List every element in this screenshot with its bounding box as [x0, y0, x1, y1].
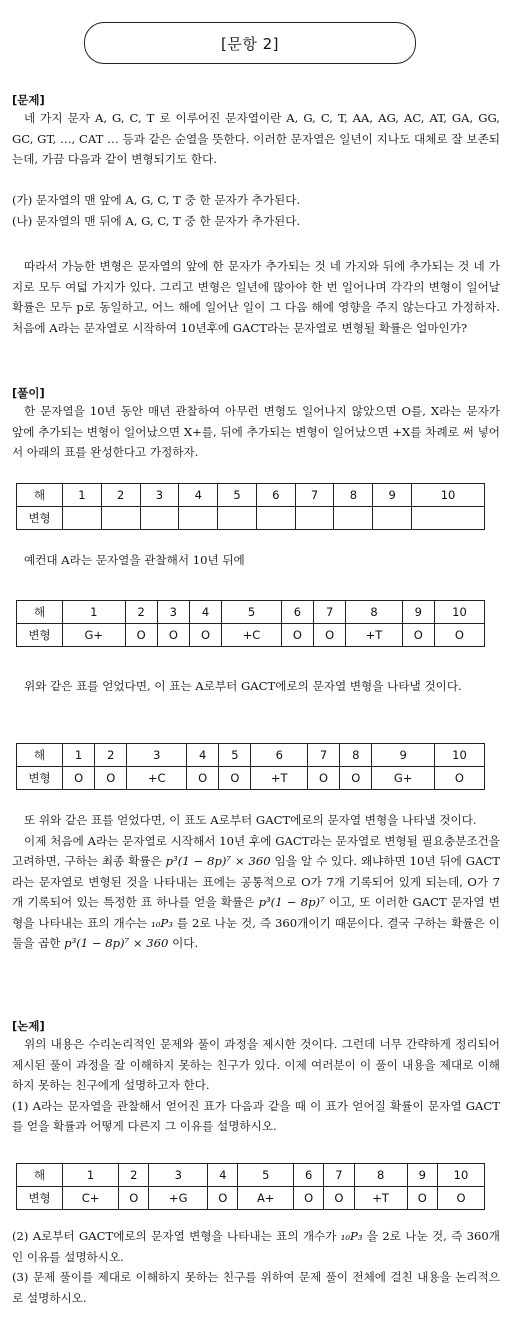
- discussion-heading: [논제]: [12, 1019, 45, 1033]
- change-cell: O: [208, 1187, 238, 1210]
- discussion-block: [12, 1034, 500, 1137]
- change-cell: [373, 507, 412, 530]
- conclusion-part-1: 이제 처음에 A라는 문자열로 시작해서 10년 후에 GACT라는 문자열로 변형될 필요충분조건을 고려하면, 구하는 최종 확률은: [12, 833, 500, 868]
- change-cell: G+: [63, 624, 126, 647]
- change-cell: [63, 507, 102, 530]
- year-cell: 3: [157, 601, 189, 624]
- conclusion-part-3: 이고, 또 이러한 GACT 문자열 변형을 나타내는 표의 개수는: [12, 895, 500, 930]
- problem-body: 따라서 가능한 변형은 문자열의 앞에 한 문자가 추가되는 것 네 가지와 뒤에 추가되는 것 네 가지로 모두 여덟 가지가 있다. 그리고 변형은 일년에 많아야 한 번 일어나며 각각의 변형이 일어날 확률은 모두 p로 동일하고, 어느 해에 일어난 일이 그 다음 해에 영향을 주지 않는다고 가정하자. 처음에 A라는 문자열로 시작하여 10년후에 GACT라는 문자열로 변형될 확률은 얼마인가?: [12, 259, 500, 335]
- change-cell: O: [340, 767, 372, 790]
- change-cell: [334, 507, 373, 530]
- year-cell: 4: [179, 484, 218, 507]
- change-cell: +C: [222, 624, 282, 647]
- example-table-1: [16, 600, 485, 647]
- rule-a: (가) 문자열의 맨 앞에 A, G, C, T 중 한 문자가 추가된다.: [12, 193, 301, 207]
- problem-body-block: [12, 256, 500, 338]
- change-cell: O: [434, 624, 484, 647]
- change-cell: O: [314, 624, 346, 647]
- year-cell: 5: [219, 744, 251, 767]
- table-row-changes: [17, 767, 485, 790]
- year-cell: 10: [437, 1164, 484, 1187]
- year-cell: 1: [63, 601, 126, 624]
- change-cell: [101, 507, 140, 530]
- year-cell: 3: [140, 484, 179, 507]
- year-cell: 1: [63, 484, 102, 507]
- year-cell: 6: [281, 601, 313, 624]
- change-cell: O: [294, 1187, 324, 1210]
- change-cell: O: [95, 767, 127, 790]
- change-cell: C+: [63, 1187, 119, 1210]
- table-row-changes: [17, 1187, 485, 1210]
- conclusion-part-4: 를 2로 나눈 것, 즉 360개이기 때문이다. 결국 구하는 확률은 이 둘을 곱한: [12, 915, 500, 950]
- year-cell: 3: [127, 744, 187, 767]
- rule-b: (나) 문자열의 맨 뒤에 A, G, C, T 중 한 문자가 추가된다.: [12, 213, 301, 228]
- change-cell: G+: [372, 767, 435, 790]
- year-cell: 5: [222, 601, 282, 624]
- discussion-intro: 위의 내용은 수리논리적인 문제와 풀이 과정을 제시한 것이다. 그런데 너무 간략하게 정리되어 제시된 풀이 과정을 잘 이해하지 못하는 친구가 있다. 이제 여러분이 이 풀이 내용을 제대로 이해하지 못하는 친구에게 설명하고자 한다.: [12, 1037, 500, 1092]
- year-cell: 6: [256, 484, 295, 507]
- problem-intro: 네 가지 문자 A, G, C, T 로 이루어진 문자열이란 A, G, C, T, AA, AG, AC, AT, GA, GG, GC, GT, …, CAT … 등과 같은 순열을 뜻한다. 이러한 문자열은 일년이 지나도 대체로 잘 보존되는데, 가끔 다음과 같이 변형되기도 한다.: [12, 111, 500, 166]
- change-cell: +G: [149, 1187, 208, 1210]
- question-2: [12, 1226, 500, 1267]
- year-header: 해: [17, 1164, 63, 1187]
- solution-intro-block: [12, 401, 500, 463]
- table-row-years: [17, 1164, 485, 1187]
- solution-heading: [풀이]: [12, 386, 45, 400]
- year-cell: 7: [314, 601, 346, 624]
- formula-final: p³(1 − 8p)⁷ × 360: [165, 854, 271, 868]
- conclusion-part-2: 임을 알 수 있다. 왜냐하면 10년 뒤에 GACT라는 문자열로 변형된 것을 나타내는 표에는 공통적으로 O가 7개 기록되어 있게 되는데, O가 7개 기록되어 있는 특정한 표 하나를 얻을 확률은: [12, 854, 500, 909]
- change-cell: [412, 507, 485, 530]
- year-cell: 4: [189, 601, 221, 624]
- change-cell: +T: [346, 624, 403, 647]
- conclusion-block: [12, 810, 500, 954]
- change-cell: O: [157, 624, 189, 647]
- question-2-part-b: 을 2로 나눈 것, 즉 360개인 이유를 설명하시오.: [12, 1229, 501, 1264]
- formula-single: p³(1 − 8p)⁷: [258, 895, 325, 909]
- year-cell: 1: [63, 1164, 119, 1187]
- after-table2: 위와 같은 표를 얻었다면, 이 표는 A로부터 GACT에로의 문자열 변형을 나타낼 것이다.: [24, 679, 462, 693]
- after-table2-block: [12, 676, 500, 697]
- change-cell: O: [219, 767, 251, 790]
- year-cell: 2: [95, 744, 127, 767]
- example-intro: 예컨대 A라는 문자열을 관찰해서 10년 뒤에: [24, 553, 245, 567]
- change-header: 변형: [17, 507, 63, 530]
- change-cell: O: [307, 767, 339, 790]
- change-cell: +T: [354, 1187, 407, 1210]
- year-cell: 10: [434, 601, 484, 624]
- question-3: (3) 문제 풀이를 제대로 이해하지 못하는 친구를 위하여 문제 풀이 전체에 걸친 내용을 논리적으로 설명하시오.: [12, 1270, 500, 1305]
- year-cell: 9: [402, 601, 434, 624]
- problem-section: [12, 108, 500, 170]
- year-cell: 7: [324, 1164, 354, 1187]
- year-cell: 2: [119, 1164, 149, 1187]
- year-cell: 8: [346, 601, 403, 624]
- formula-final: p³(1 − 8p)⁷ × 360: [64, 936, 169, 950]
- change-cell: [179, 507, 218, 530]
- question-2-part-a: (2) A로부터 GACT에로의 문자열 변형을 나타내는 표의 개수가: [12, 1229, 337, 1243]
- change-cell: O: [437, 1187, 484, 1210]
- table-row-years: [17, 744, 485, 767]
- table-row-years: [17, 601, 485, 624]
- change-cell: O: [402, 624, 434, 647]
- year-header: 해: [17, 484, 63, 507]
- year-cell: 2: [125, 601, 157, 624]
- solution-intro: 한 문자열을 10년 동안 매년 관찰하여 아무런 변형도 일어나지 않았으면 O를, X라는 문자가 앞에 추가되는 변형이 일어났으면 X+를, 뒤에 추가되는 변형이 일어났으면 +X를 차례로 써 넣어서 아래의 표를 완성한다고 가정하자.: [12, 404, 500, 459]
- year-cell: 8: [354, 1164, 407, 1187]
- year-cell: 8: [340, 744, 372, 767]
- example-intro-block: [12, 550, 500, 571]
- change-cell: O: [434, 767, 484, 790]
- change-cell: O: [281, 624, 313, 647]
- year-cell: 5: [218, 484, 257, 507]
- example-table-2: [16, 743, 485, 790]
- change-cell: O: [125, 624, 157, 647]
- change-cell: +C: [127, 767, 187, 790]
- year-cell: 2: [101, 484, 140, 507]
- year-cell: 5: [238, 1164, 294, 1187]
- change-cell: +T: [251, 767, 308, 790]
- year-cell: 9: [407, 1164, 437, 1187]
- problem-heading: [문제]: [12, 93, 45, 107]
- conclusion: [12, 831, 500, 954]
- year-cell: 6: [294, 1164, 324, 1187]
- year-cell: 4: [187, 744, 219, 767]
- change-cell: O: [189, 624, 221, 647]
- year-cell: 1: [63, 744, 95, 767]
- table-row-changes: [17, 624, 485, 647]
- conclusion-part-5: 이다.: [172, 936, 199, 950]
- year-cell: 7: [295, 484, 334, 507]
- problem-rules: [12, 190, 500, 231]
- blank-table: [16, 483, 485, 530]
- change-header: 변형: [17, 1187, 63, 1210]
- formula-perm: ₁₀P₃: [340, 1229, 363, 1243]
- change-cell: A+: [238, 1187, 294, 1210]
- question-table: [16, 1163, 485, 1210]
- year-cell: 6: [251, 744, 308, 767]
- question-1: (1) A라는 문자열을 관찰해서 얻어진 표가 다음과 같을 때 이 표가 얻어질 확률이 문자열 GACT를 얻을 확률과 어떻게 다른지 그 이유를 설명하시오.: [12, 1098, 500, 1133]
- year-header: 해: [17, 744, 63, 767]
- change-header: 변형: [17, 624, 63, 647]
- change-cell: [295, 507, 334, 530]
- change-cell: [256, 507, 295, 530]
- year-cell: 3: [149, 1164, 208, 1187]
- year-cell: 9: [373, 484, 412, 507]
- questions-block: [12, 1226, 500, 1308]
- change-header: 변형: [17, 767, 63, 790]
- change-cell: O: [63, 767, 95, 790]
- change-cell: O: [324, 1187, 354, 1210]
- year-cell: 8: [334, 484, 373, 507]
- year-cell: 10: [412, 484, 485, 507]
- table-row-changes: [17, 507, 485, 530]
- year-cell: 10: [434, 744, 484, 767]
- after-table3: 또 위와 같은 표를 얻었다면, 이 표도 A로부터 GACT에로의 문자열 변형을 나타낼 것이다.: [24, 813, 477, 827]
- formula-perm: ₁₀P₃: [151, 915, 173, 930]
- year-cell: 4: [208, 1164, 238, 1187]
- year-cell: 7: [307, 744, 339, 767]
- year-header: 해: [17, 601, 63, 624]
- year-cell: 9: [372, 744, 435, 767]
- change-cell: O: [119, 1187, 149, 1210]
- table-row-years: [17, 484, 485, 507]
- change-cell: O: [187, 767, 219, 790]
- change-cell: [140, 507, 179, 530]
- page-title: [문항 2]: [84, 22, 416, 64]
- change-cell: [218, 507, 257, 530]
- change-cell: O: [407, 1187, 437, 1210]
